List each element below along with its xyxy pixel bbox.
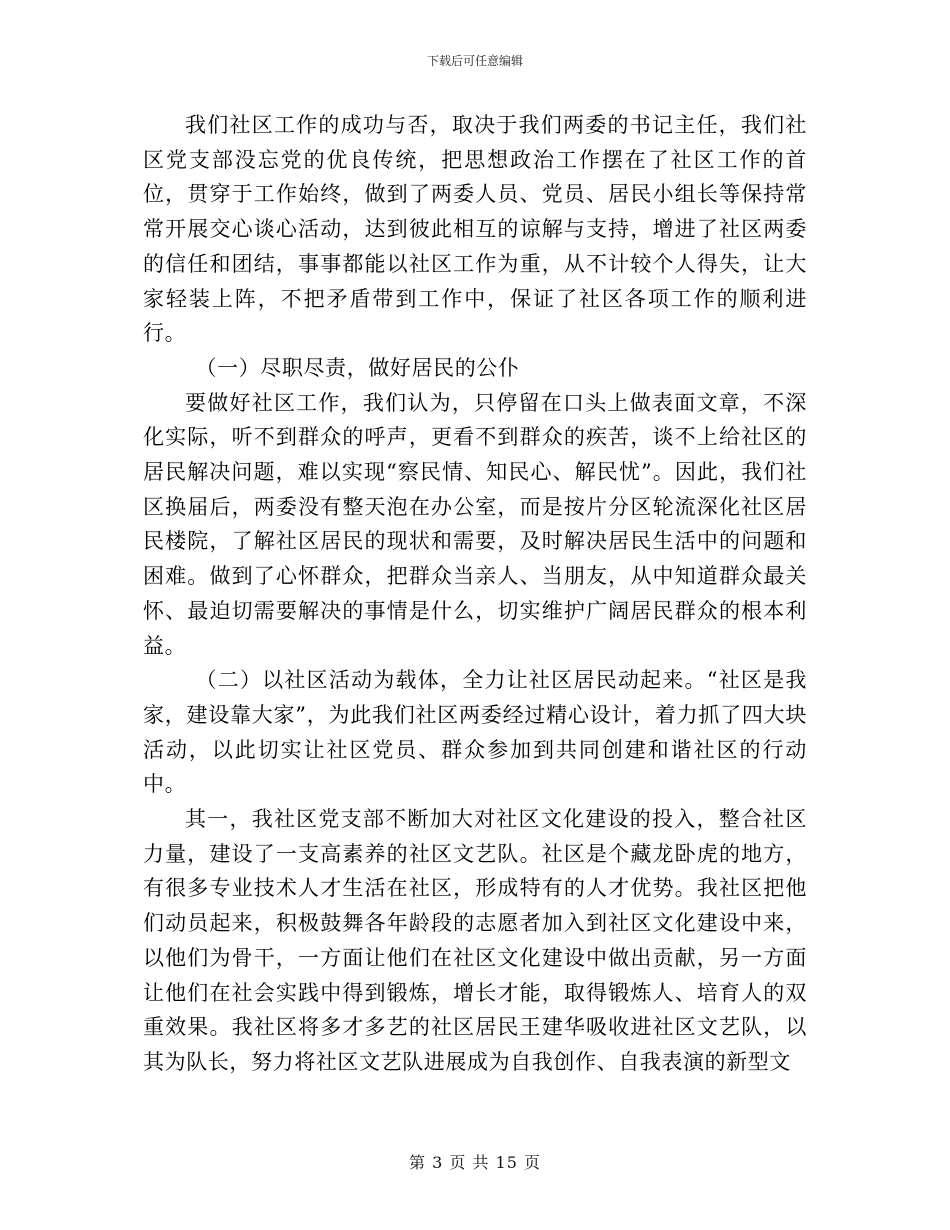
body-paragraph: （二）以社区活动为载体，全力让社区居民动起来。“社区是我家，建设靠大家”，为此我们社区两委经过精心设计，着力抓了四大块活动，以此切实让社区党员、群众参加到共同创建和谐社区的行动中。 bbox=[143, 668, 807, 797]
page-number: 第 3 页 共 15 页 bbox=[409, 1153, 541, 1172]
section-heading: （一）尽职尽责，做好居民的公仆 bbox=[195, 355, 520, 380]
body-paragraph: 我们社区工作的成功与否，取决于我们两委的书记主任，我们社区党支部没忘党的优良传统，把思想政治工作摆在了社区工作的首位，贯穿于工作始终，做到了两委人员、党员、居民小组长等保持常常开展交心谈心活动，达到彼此相互的谅解与支持，增进了社区两委的信任和团结，事事都能以社区工作为重，从不计较个人得失，让大家轻装上阵，不把矛盾带到工作中，保证了社区各项工作的顺利进行。 bbox=[143, 113, 807, 346]
body-paragraph: 其一，我社区党支部不断加大对社区文化建设的投入，整合社区力量，建设了一支高素养的社区文艺队。社区是个藏龙卧虎的地方，有很多专业技术人才生活在社区，形成特有的人才优势。我社区把他们动员起来，积极鼓舞各年龄段的志愿者加入到社区文化建设中来，以他们为骨干，一方面让他们在社区文化建设中做出贡献，另一方面让他们在社会实践中得到锻炼，增长才能，取得锻炼人、培育人的双重效果。我社区将多才多艺的社区居民王建华吸收进社区文艺队，以其为队长，努力将社区文艺队进展成为自我创作、自我表演的新型文 bbox=[143, 807, 807, 1074]
page-header-note: 下载后可任意编辑 bbox=[426, 54, 523, 68]
body-paragraph: 要做好社区工作，我们认为，只停留在口头上做表面文章，不深化实际，听不到群众的呼声，更看不到群众的疾苦，谈不上给社区的居民解决问题，难以实现“察民情、知民心、解民忧”。因此，我们社区换届后，两委没有整天泡在办公室，而是按片分区轮流深化社区居民楼院，了解社区居民的现状和需要，及时解决居民生活中的问题和困难。做到了心怀群众，把群众当亲人、当朋友，从中知道群众最关怀、最迫切需要解决的事情是什么，切实维护广阔居民群众的根本利益。 bbox=[143, 390, 807, 658]
document-body bbox=[143, 108, 807, 1080]
